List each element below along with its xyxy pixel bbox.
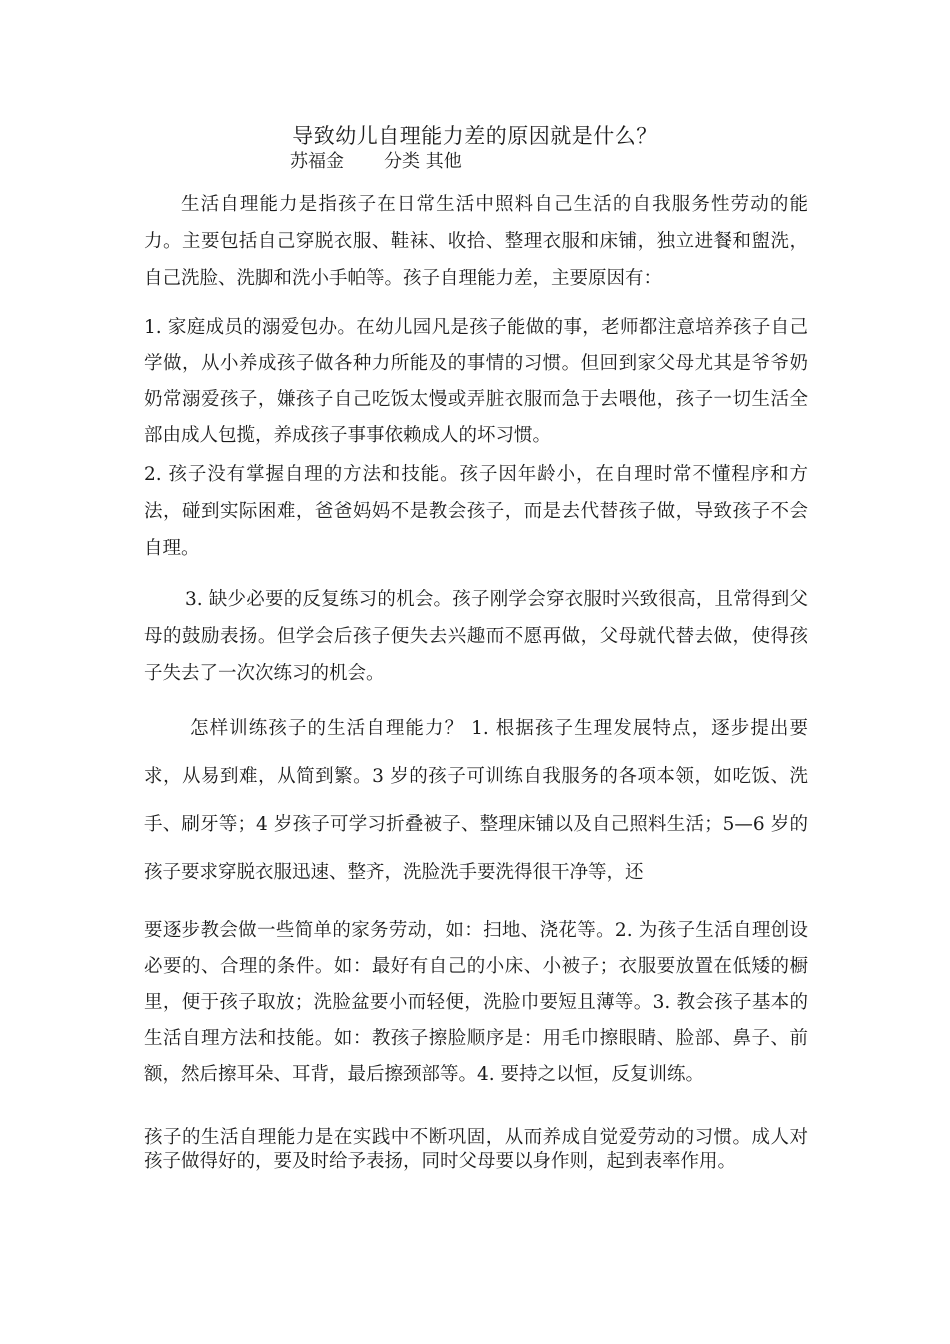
paragraph-training-part-3: 孩子的生活自理能力是在实践中不断巩固，从而养成自觉爱劳动的习惯。成人对孩子做得好的，要及时给予表扬，同时父母要以身作则，起到表率作用。	[144, 1127, 808, 1172]
author-name: 苏福金	[290, 151, 344, 172]
paragraph-training-part-1: 怎样训练孩子的生活自理能力？ 1. 根据孩子生理发展特点，逐步提出要求，从易到难，从简到繁。3 岁的孩子可训练自我服务的各项本领，如吃饭、洗手、刷牙等；4 岁孩子可学习折叠被子、整理床铺以及自己照料生活；5—6 岁的孩子要求穿脱衣服迅速、整齐，洗脸洗手要洗得很干净等，还	[144, 718, 808, 883]
paragraph-reason-1: 1. 家庭成员的溺爱包办。在幼儿园凡是孩子能做的事，老师都注意培养孩子自己学做，从小养成孩子做各种力所能及的事情的习惯。但回到家父母尤其是爷爷奶奶常溺爱孩子，嫌孩子自己吃饭太慢或弄脏衣服而急于去喂他，孩子一切生活全部由成人包揽，养成孩子事事依赖成人的坏习惯。	[144, 317, 808, 446]
category-label: 分类 其他	[384, 151, 462, 172]
paragraph-reason-2: 2. 孩子没有掌握自理的方法和技能。孩子因年龄小，在自理时常不懂程序和方法，碰到实际困难，爸爸妈妈不是教会孩子，而是去代替孩子做，导致孩子不会自理。	[144, 464, 808, 559]
document-title: 导致幼儿自理能力差的原因就是什么？	[292, 124, 658, 148]
paragraph-intro: 生活自理能力是指孩子在日常生活中照料自己生活的自我服务性劳动的能力。主要包括自己穿脱衣服、鞋袜、收拾、整理衣服和床铺，独立进餐和盥洗，自己洗脸、洗脚和洗小手帕等。孩子自理能力差，主要原因有：	[144, 194, 808, 289]
paragraph-training-part-2: 要逐步教会做一些简单的家务劳动，如：扫地、浇花等。2. 为孩子生活自理创设必要的、合理的条件。如：最好有自己的小床、小被子；衣服要放置在低矮的橱里，便于孩子取放；洗脸盆要小而轻便，洗脸巾要短且薄等。3. 教会孩子基本的生活自理方法和技能。如：教孩子擦脸顺序是：用毛巾擦眼睛、脸部、鼻子、前额，然后擦耳朵、耳背，最后擦颈部等。4. 要持之以恒，反复训练。	[144, 920, 808, 1085]
byline	[290, 150, 462, 174]
paragraph-reason-3: 3. 缺少必要的反复练习的机会。孩子刚学会穿衣服时兴致很高，且常得到父母的鼓励表扬。但学会后孩子便失去兴趣而不愿再做，父母就代替去做，使得孩子失去了一次次练习的机会。	[144, 589, 808, 684]
